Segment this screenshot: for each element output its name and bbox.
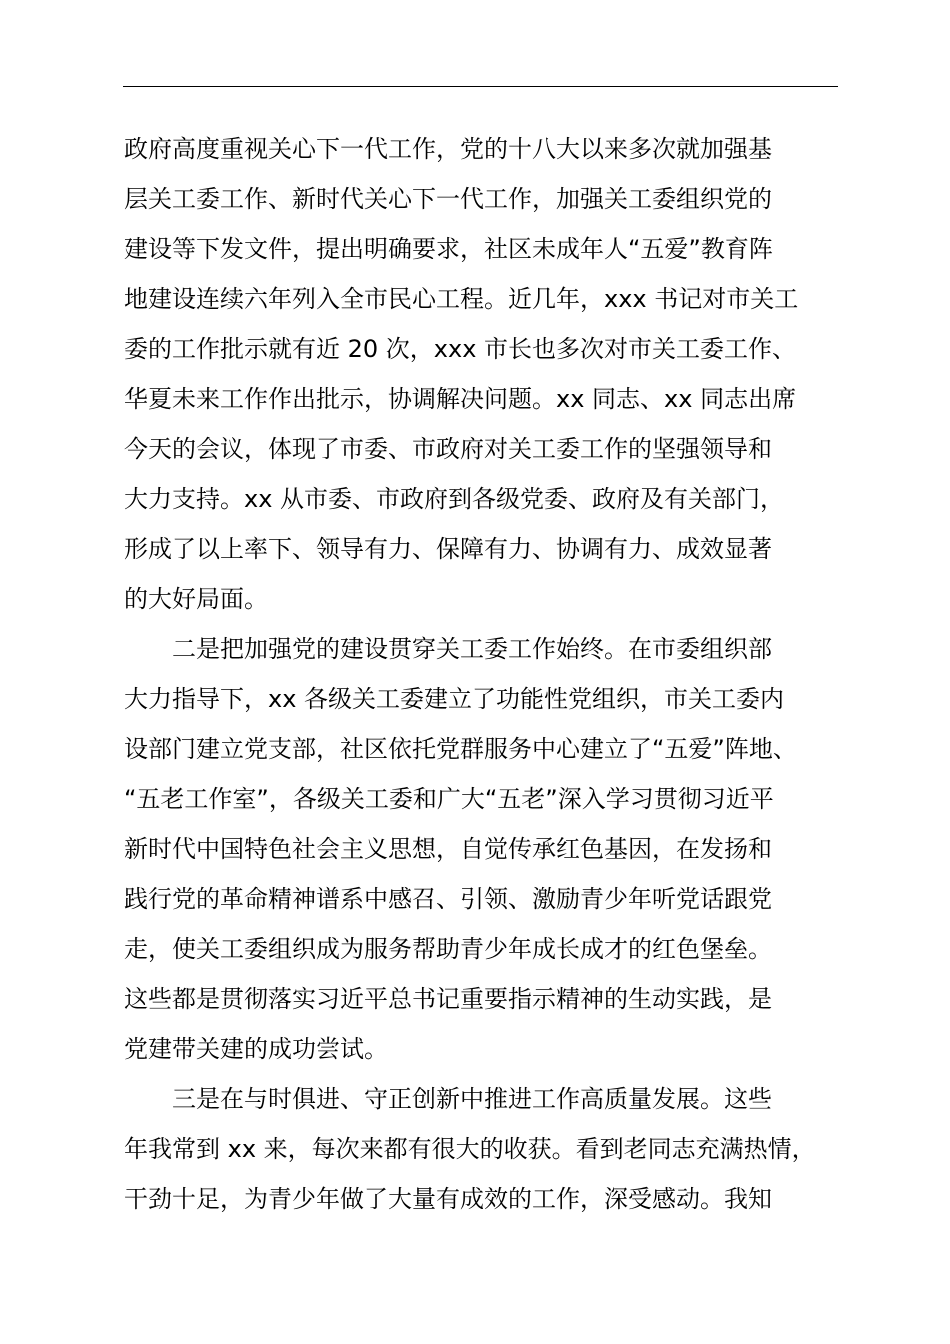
- text-line: 委的工作批示就有近 20 次，xxx 市长也多次对市关工委工作、: [124, 335, 797, 363]
- text-line: 地建设连续六年列入全市民心工程。近几年，xxx 书记对市关工: [124, 285, 799, 313]
- text-line: 二是把加强党的建设贯穿关工委工作始终。在市委组织部: [172, 635, 772, 663]
- text-line: 大力支持。xx 从市委、市政府到各级党委、政府及有关部门，: [124, 485, 785, 513]
- text-line: 政府高度重视关心下一代工作，党的十八大以来多次就加强基: [124, 135, 772, 163]
- text-line: 新时代中国特色社会主义思想，自觉传承红色基因，在发扬和: [124, 835, 772, 863]
- text-line: 大力指导下，xx 各级关工委建立了功能性党组织，市关工委内: [124, 685, 785, 713]
- text-line: 建设等下发文件，提出明确要求，社区未成年人“五爱”教育阵: [124, 235, 773, 263]
- text-line: 层关工委工作、新时代关心下一代工作，加强关工委组织党的: [124, 185, 772, 213]
- text-line: 走，使关工委组织成为服务帮助青少年成长成才的红色堡垒。: [124, 935, 772, 963]
- text-line: 年我常到 xx 来，每次来都有很大的收获。看到老同志充满热情，: [124, 1135, 816, 1163]
- text-line: 践行党的革命精神谱系中感召、引领、激励青少年听党话跟党: [124, 885, 772, 913]
- text-line: 三是在与时俱进、守正创新中推进工作高质量发展。这些: [172, 1085, 772, 1113]
- text-line: 党建带关建的成功尝试。: [124, 1035, 388, 1063]
- text-line: 干劲十足，为青少年做了大量有成效的工作，深受感动。我知: [124, 1185, 772, 1213]
- header-rule: [123, 86, 838, 87]
- text-line: 今天的会议，体现了市委、市政府对关工委工作的坚强领导和: [124, 435, 772, 463]
- text-line: 设部门建立党支部，社区依托党群服务中心建立了“五爱”阵地、: [124, 735, 797, 763]
- text-line: “五老工作室”，各级关工委和广大“五老”深入学习贯彻习近平: [124, 785, 774, 813]
- text-line: 华夏未来工作作出批示，协调解决问题。xx 同志、xx 同志出席: [124, 385, 797, 413]
- text-line: 这些都是贯彻落实习近平总书记重要指示精神的生动实践，是: [124, 985, 772, 1013]
- text-line: 的大好局面。: [124, 585, 268, 613]
- text-line: 形成了以上率下、领导有力、保障有力、协调有力、成效显著: [124, 535, 772, 563]
